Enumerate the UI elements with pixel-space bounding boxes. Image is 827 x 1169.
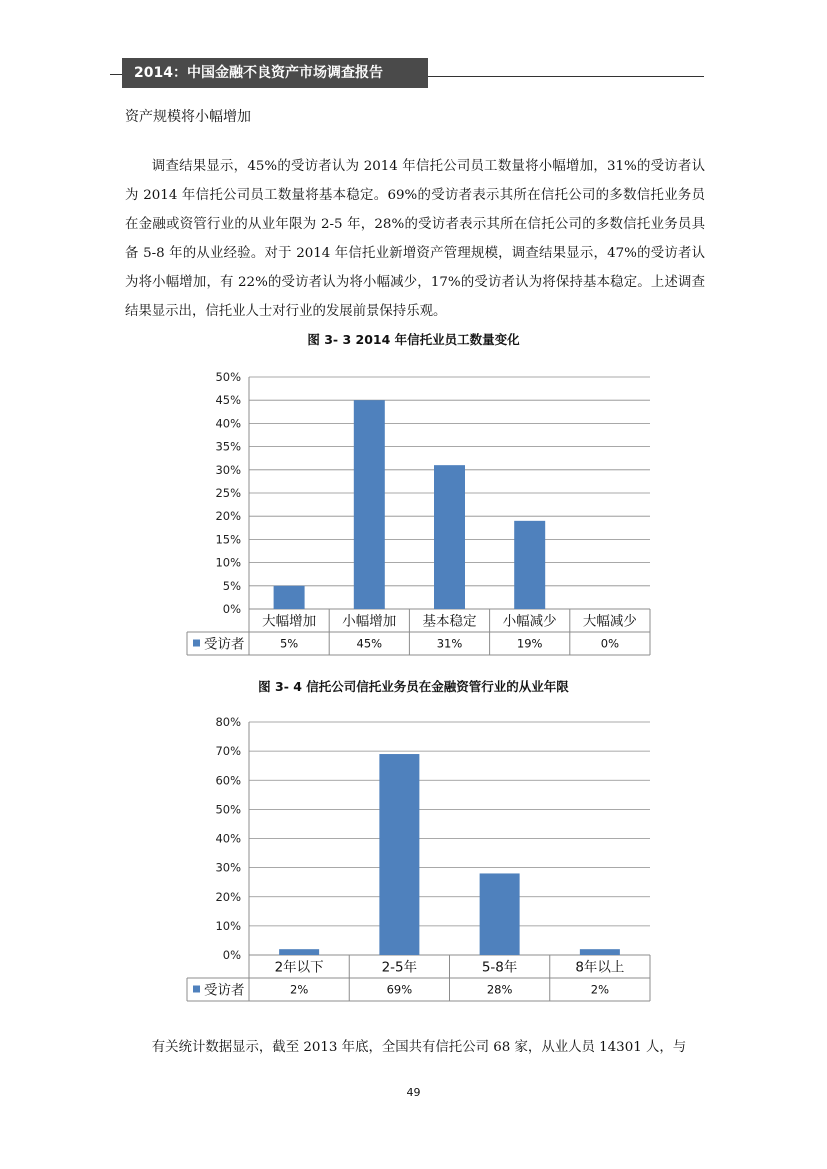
data-table-value: 31%: [436, 636, 463, 651]
category-label: 2年以下: [274, 959, 324, 976]
data-table-value: 69%: [386, 982, 413, 997]
bar: [514, 521, 545, 609]
data-table-value: 0%: [600, 636, 620, 651]
report-header: 2014：中国金融不良资产市场调查报告: [122, 58, 428, 88]
data-table-value: 45%: [356, 636, 383, 651]
bar: [434, 465, 465, 609]
category-label: 8年以上: [575, 959, 625, 976]
final-paragraph: 有关统计数据显示，截至 2013 年底，全国共有信托公司 68 家，从业人员 14301 人，与: [151, 1040, 687, 1055]
figure-3-3-caption: 图 3- 3 2014 年信托业员工数量变化: [307, 332, 520, 347]
y-tick-label: 10%: [215, 918, 241, 933]
y-tick-label: 30%: [215, 462, 241, 477]
header-rule-left: [110, 74, 122, 75]
y-tick-label: 50%: [215, 370, 241, 384]
bar: [580, 949, 620, 955]
category-label: 小幅增加: [342, 613, 397, 630]
legend-key: [193, 640, 200, 647]
legend-series-label: 受访者: [204, 636, 245, 653]
data-table-value: 2%: [290, 982, 309, 997]
data-table-value: 28%: [486, 982, 513, 997]
category-label: 大幅增加: [262, 613, 317, 630]
y-tick-label: 20%: [215, 509, 241, 524]
figure-3-4-bar-chart: [0, 705, 827, 1015]
header-rule-right: [428, 76, 704, 77]
category-label: 2-5年: [381, 959, 418, 976]
y-tick-label: 40%: [215, 416, 241, 431]
category-label: 基本稳定: [422, 613, 477, 630]
bar: [274, 586, 305, 609]
figure-3-3-bar-chart: [0, 360, 827, 670]
bar: [279, 949, 319, 955]
y-tick-label: 0%: [222, 948, 241, 962]
y-tick-label: 60%: [215, 773, 241, 788]
legend-key: [193, 986, 200, 993]
data-table-value: 5%: [279, 636, 299, 651]
y-tick-label: 50%: [215, 802, 241, 817]
y-tick-label: 0%: [222, 602, 241, 616]
data-table-value: 2%: [590, 982, 609, 997]
page-number: 49: [406, 1086, 421, 1099]
y-tick-label: 40%: [215, 831, 241, 846]
legend-series-label: 受访者: [204, 982, 245, 999]
body-paragraph: 调查结果显示，45%的受访者认为 2014 年信托公司员工数量将小幅增加，31%的受访者认为 2014 年信托公司员工数量将基本稳定。69%的受访者表示其所在信托公司的多数信托业务员在金融或资管行业的从业年限为 2-5 年，28%的受访者表示其所在信托公司的多数信托业务员具备 5-8 年的从业经验。对于 2014 年信托业新增资产管理规模，调查结果显示，47%的受访者认为将小幅增加，有 22%的受访者认为将小幅减少，17%的受访者认为将保持基本稳定。上述调查结果显示出，信托业人士对行业的发展前景保持乐观。: [125, 159, 705, 319]
y-tick-label: 25%: [215, 486, 241, 500]
y-tick-label: 20%: [215, 889, 241, 904]
bar: [480, 873, 520, 955]
y-tick-label: 5%: [222, 578, 241, 593]
bar: [354, 400, 385, 609]
category-label: 大幅减少: [582, 613, 637, 630]
category-label: 5-8年: [481, 959, 518, 976]
figure-3-4-caption: 图 3- 4 信托公司信托业务员在金融资管行业的从业年限: [258, 679, 569, 694]
y-tick-label: 15%: [215, 532, 241, 547]
section-title: 资产规模将小幅增加: [125, 109, 251, 125]
data-table-value: 19%: [516, 636, 543, 651]
bar: [379, 754, 419, 955]
y-tick-label: 10%: [215, 555, 241, 570]
y-tick-label: 45%: [215, 393, 241, 408]
y-tick-label: 80%: [215, 715, 241, 729]
y-tick-label: 70%: [215, 744, 241, 759]
y-tick-label: 35%: [215, 439, 241, 454]
y-tick-label: 30%: [215, 860, 241, 875]
category-label: 小幅减少: [502, 613, 557, 630]
